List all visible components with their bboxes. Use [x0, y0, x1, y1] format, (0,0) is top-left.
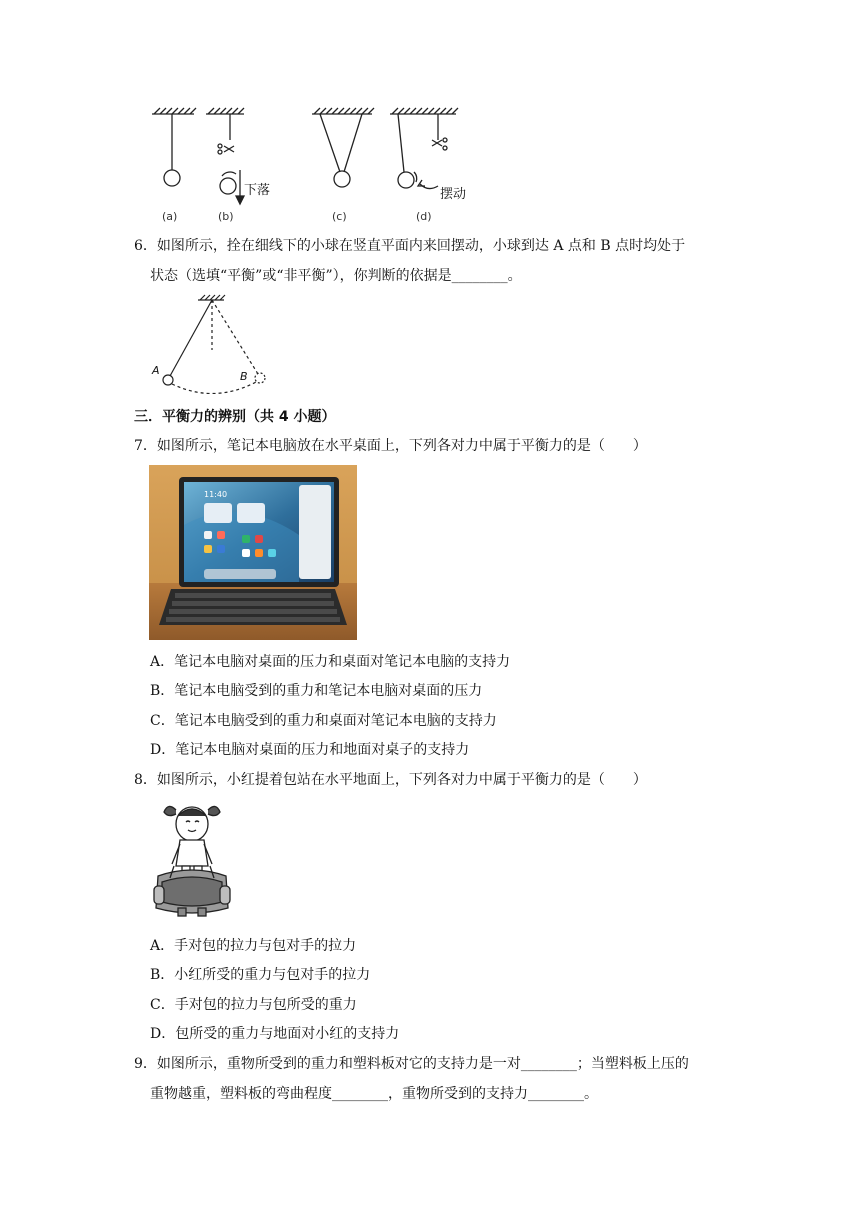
- question-7-option-b[interactable]: B．笔记本电脑受到的重力和笔记本电脑对桌面的压力: [150, 683, 483, 699]
- question-9-line2: 重物越重，塑料板的弯曲程度________，重物所受到的支持力________。: [150, 1086, 598, 1102]
- point-a-label: A: [152, 364, 160, 377]
- laptop-screen-time: 11:40: [204, 490, 228, 499]
- question-7-stem: 如图所示，笔记本电脑放在水平桌面上，下列各对力中属于平衡力的是（ ）: [156, 438, 647, 454]
- figure-label-a: (a): [162, 210, 178, 223]
- fall-label: 下落: [244, 183, 271, 198]
- point-b-label: B: [240, 370, 248, 383]
- question-7-option-d[interactable]: D．笔记本电脑对桌面的压力和地面对桌子的支持力: [150, 742, 470, 758]
- question-8-option-a[interactable]: A．手对包的拉力与包对手的拉力: [150, 938, 357, 954]
- question-8: [134, 770, 647, 790]
- question-8-option-c[interactable]: C．手对包的拉力与包所受的重力: [150, 997, 357, 1013]
- swinging-pendulum-figure: [144, 294, 280, 394]
- question-9-number: 9．: [134, 1056, 157, 1072]
- girl-holding-bag-figure: [148, 800, 236, 924]
- figure-label-d: (d): [416, 210, 432, 223]
- question-6-line2: 状态（选填“平衡”或“非平衡”），你判断的依据是________。: [150, 268, 522, 284]
- figure-label-b: (b): [218, 210, 234, 223]
- question-8-stem: 如图所示，小红提着包站在水平地面上，下列各对力中属于平衡力的是（ ）: [156, 772, 647, 788]
- question-9-line1: 如图所示，重物所受到的重力和塑料板对它的支持力是一对________；当塑料板上压的: [156, 1056, 689, 1072]
- question-8-option-b[interactable]: B．小红所受的重力与包对手的拉力: [150, 967, 371, 983]
- laptop-photo: [149, 465, 357, 640]
- question-9: [134, 1054, 689, 1074]
- pendulum-experiment-figure: [140, 100, 480, 228]
- question-7-number: 7．: [134, 438, 157, 454]
- section-3-title: 三．平衡力的辨别（共 4 小题）: [134, 409, 336, 425]
- question-6-number: 6．: [134, 238, 157, 254]
- question-6: [134, 236, 685, 256]
- question-6-line1: 如图所示，拴在细线下的小球在竖直平面内来回摆动，小球到达 A 点和 B 点时均处于: [156, 238, 686, 254]
- question-7: [134, 436, 647, 456]
- question-7-option-c[interactable]: C．笔记本电脑受到的重力和桌面对笔记本电脑的支持力: [150, 713, 497, 729]
- swing-label: 摆动: [440, 187, 467, 202]
- question-8-number: 8．: [134, 772, 157, 788]
- question-8-option-d[interactable]: D．包所受的重力与地面对小红的支持力: [150, 1026, 400, 1042]
- question-7-option-a[interactable]: A．笔记本电脑对桌面的压力和桌面对笔记本电脑的支持力: [150, 654, 511, 670]
- figure-label-c: (c): [332, 210, 347, 223]
